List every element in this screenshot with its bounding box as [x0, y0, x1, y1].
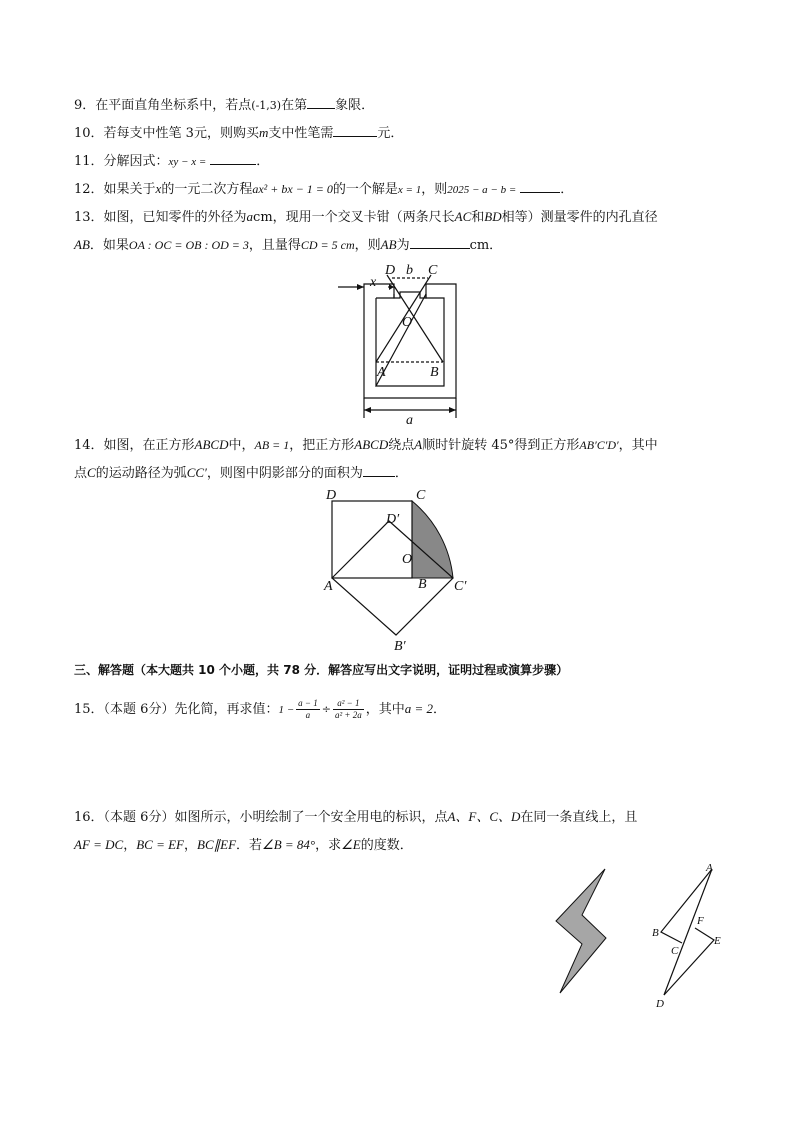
q10-var: m [258, 125, 269, 140]
q15-frac-1 [296, 698, 320, 721]
question-14-line-2 [74, 464, 408, 483]
q14-answer-blank[interactable] [363, 464, 395, 477]
label-E: E [714, 935, 721, 947]
label-a: a [406, 413, 413, 428]
q15-div: ÷ [321, 703, 331, 716]
label-F: F [697, 915, 704, 927]
label-x: x [370, 275, 377, 290]
shaded-region [412, 501, 453, 578]
q10-end: 元． [377, 126, 404, 141]
q14-text-1a: 14．如图，在正方形 [74, 438, 195, 453]
lightning-bolt-icon [552, 866, 612, 996]
q13-text-2c: ，则 [354, 238, 381, 253]
q13-ab2: AB [380, 237, 397, 252]
q15-num-1: a − 1 [298, 698, 318, 708]
question-12 [74, 180, 573, 199]
q12-expr: 2025 − a − b = [447, 184, 517, 196]
q14-point-c: C [87, 465, 96, 480]
section-3-heading: 三、解答题（本大题共 10 个小题，共 78 分．解答应写出文字说明，证明过程或演算步骤） [74, 663, 569, 677]
q16-angle: ∠B = 84° [262, 837, 316, 852]
q14-text-1c: ，把正方形 [289, 438, 355, 453]
label-B-prime: B′ [394, 639, 406, 654]
q12-equation: ax² + bx − 1 = 0 [252, 182, 333, 196]
q14-text-2c: ，则图中阴影部分的面积为 [206, 466, 363, 481]
q14-text-1e: 顺时针旋转 45°得到正方形 [422, 438, 580, 453]
q16-text-1b: 在同一条直线上，且 [520, 810, 638, 825]
label-A: A [377, 365, 386, 380]
triangle-abc [661, 869, 712, 943]
q14-text-2b: 的运动路径为弧 [95, 466, 187, 481]
q11-answer-blank[interactable] [210, 152, 256, 165]
q13-cd: CD = 5 cm [300, 238, 355, 252]
q14-abcd-rotated: AB′C′D′ [579, 438, 619, 452]
q15-num-2: a² − 1 [333, 698, 364, 710]
label-D: D [385, 263, 396, 278]
line-ad [664, 869, 712, 995]
q16-end: 的度数． [360, 838, 413, 853]
q13-text-1: 13．如图，已知零件的外径为 [74, 210, 247, 225]
question-16-line-2 [74, 836, 413, 855]
q16-sep-1: ， [123, 838, 137, 853]
rotated-square-figure [318, 484, 478, 654]
q13-ab: AB [74, 237, 90, 252]
q16-cond-3: BC∥EF [197, 837, 237, 852]
label-b: b [406, 263, 413, 278]
q9-point: (-1,3) [251, 99, 282, 112]
q13-ac: AC [454, 209, 472, 224]
q11-text: 11．分解因式： [74, 154, 169, 169]
q14-ab-eq: AB = 1 [254, 438, 290, 452]
arm-da [387, 275, 443, 362]
question-13-line-1 [74, 208, 658, 227]
q16-cond-1: AF = DC [74, 837, 124, 852]
q12-mid: 的一元二次方程 [161, 182, 253, 197]
q11-expr: xy − x = [168, 156, 207, 168]
q13-answer-blank[interactable] [410, 236, 470, 249]
q15-frac-2 [333, 698, 364, 721]
q12-text: 12．如果关于 [74, 182, 156, 197]
q15-one: 1 − [278, 704, 295, 716]
q15-end: ． [433, 702, 447, 717]
q16-sep-2: ， [184, 838, 198, 853]
q10-answer-blank[interactable] [333, 124, 377, 137]
q13-text-2d: 为 [396, 238, 410, 253]
q12-answer-blank[interactable] [520, 180, 560, 193]
question-9 [74, 96, 374, 115]
q13-text-1b: cm，现用一个交叉卡钳（两条尺长 [253, 210, 455, 225]
q12-end: ． [560, 182, 574, 197]
label-C: C [671, 945, 679, 957]
label-O: O [402, 552, 413, 567]
q14-text-1d: 绕点 [388, 438, 415, 453]
question-13-line-2 [74, 236, 502, 255]
q16-target: ∠E [341, 837, 361, 852]
question-16-line-1 [74, 808, 637, 827]
q14-text-2a: 点 [74, 466, 88, 481]
question-11 [74, 152, 269, 171]
q16-cond-2: BC = EF [136, 837, 185, 852]
label-B: B [430, 365, 439, 380]
triangles-figure [646, 860, 726, 1012]
q9-end: 象限． [335, 98, 375, 113]
calipers-figure [330, 258, 470, 428]
q15-den-1: a [305, 710, 311, 720]
q11-end: ． [256, 154, 270, 169]
question-15 [74, 696, 446, 723]
q14-abcd: ABCD [194, 437, 229, 452]
q13-ratio: OA : OC = OB : OD = 3 [128, 238, 249, 252]
label-C-prime: C′ [454, 579, 467, 594]
q16-text-2c: ，求 [315, 838, 342, 853]
question-14-line-1 [74, 436, 658, 455]
question-10 [74, 124, 403, 143]
outer-part [364, 284, 456, 398]
q9-after: 在第 [281, 98, 308, 113]
q12-var: x [155, 181, 162, 196]
q14-text-1b: 中， [228, 438, 255, 453]
label-C: C [428, 263, 438, 278]
q14-end: ． [394, 466, 408, 481]
q13-end: cm． [469, 238, 503, 253]
q15-den-2: a² + 2a [334, 710, 362, 720]
q14-point-a: A [414, 437, 423, 452]
q15-after: ，其中 [365, 702, 405, 717]
q12-then: ，则 [421, 182, 448, 197]
q15-text: 15．（本题 6分）先化简，再求值： [74, 702, 279, 717]
label-A: A [324, 579, 333, 594]
q16-text-2b: ．若 [236, 838, 263, 853]
q13-var-a: a [246, 209, 254, 224]
q12-solution: x = 1 [397, 184, 422, 196]
label-O: O [402, 315, 413, 330]
q13-and: 和 [471, 210, 485, 225]
q13-text-2a: ．如果 [89, 238, 129, 253]
q10-after: 支中性笔需 [268, 126, 334, 141]
q16-text-1: 16．（本题 6分）如图所示，小明绘制了一个安全用电的标识，点 [74, 810, 448, 825]
q14-text-1f: ，其中 [618, 438, 658, 453]
q14-abcd-2: ABCD [354, 437, 389, 452]
q14-arc: CC′ [186, 465, 207, 480]
q15-val: a = 2 [404, 701, 434, 716]
q13-text-1c: 相等）测量零件的内孔直径 [501, 210, 658, 225]
label-B: B [652, 927, 659, 939]
label-D: D [326, 488, 337, 503]
label-B: B [418, 577, 427, 592]
q13-text-2b: ，且量得 [248, 238, 301, 253]
label-A: A [706, 862, 713, 874]
q12-after: 的一个解是 [332, 182, 398, 197]
label-D: D [656, 998, 664, 1010]
label-D-prime: D′ [386, 512, 400, 527]
q13-bd: BD [484, 209, 502, 224]
q16-points: A、F、C、D [447, 809, 521, 824]
q9-text: 9．在平面直角坐标系中，若点 [74, 98, 252, 113]
q9-answer-blank[interactable] [307, 96, 335, 109]
q10-text: 10．若每支中性笔 3元，则购买 [74, 126, 259, 141]
label-C: C [416, 488, 426, 503]
